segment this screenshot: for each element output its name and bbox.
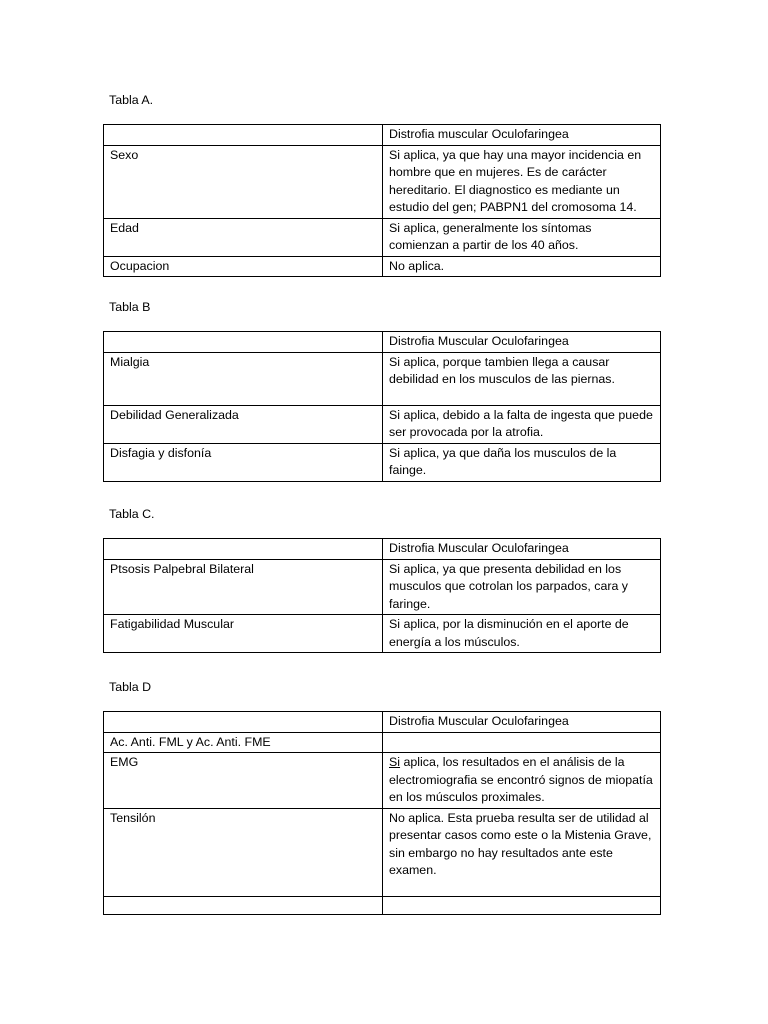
table-row [104,732,661,753]
row-value: Si aplica, por la disminución en el aporte de energía a los músculos. [383,615,661,653]
row-value: Si aplica, generalmente los síntomas comienzan a partir de los 40 años. [383,218,661,256]
row-label: Ptsosis Palpebral Bilateral [104,559,383,615]
table-row [104,256,661,277]
emphasized-word: Si [389,755,401,769]
table-row [104,443,661,481]
table-row [104,218,661,256]
table-row [104,753,661,809]
table-header-row [104,539,661,560]
table-c [103,538,661,653]
row-value: Si aplica, ya que presenta debilidad en los musculos que cotrolan los parpados, cara y faringe. [383,559,661,615]
table-b [103,331,661,482]
row-label: EMG [104,753,383,809]
table-header-row [104,125,661,146]
row-value: No aplica. Esta prueba resulta ser de utilidad al presentar casos como este o la Mistenia Grave, sin embargo no hay resultados ante este examen. [383,808,661,896]
table-d-caption: Tabla D [109,680,152,694]
table-a [103,124,661,277]
header-empty-cell [104,539,383,560]
row-label [104,896,383,914]
row-value: Si aplica, debido a la falta de ingesta que puede ser provocada por la atrofia. [383,405,661,443]
header-empty-cell [104,332,383,353]
row-label: Tensilón [104,808,383,896]
table-header-row [104,332,661,353]
header-empty-cell [104,125,383,146]
row-label: Debilidad Generalizada [104,405,383,443]
row-value-rest: aplica, los resultados en el análisis de la electromiografia se encontró signos de miopatía en los músculos proximales. [389,755,653,804]
table-a-caption: Tabla A. [109,93,154,107]
row-label: Mialgia [104,352,383,405]
table-row [104,352,661,405]
table-row [104,405,661,443]
header-cell: Distrofia muscular Oculofaringea [383,125,661,146]
table-c-caption: Tabla C. [109,507,155,521]
table-row [104,559,661,615]
table-header-row [104,712,661,733]
header-cell: Distrofia Muscular Oculofaringea [383,712,661,733]
row-value [383,732,661,753]
row-value: Si aplica, porque tambien llega a causar debilidad en los musculos de las piernas. [383,352,661,405]
table-d [103,711,661,915]
table-b-caption: Tabla B [109,300,151,314]
row-value [383,753,661,809]
header-empty-cell [104,712,383,733]
row-label: Edad [104,218,383,256]
row-value: No aplica. [383,256,661,277]
table-row [104,615,661,653]
table-row [104,145,661,218]
row-value: Si aplica, ya que daña los musculos de la fainge. [383,443,661,481]
header-cell: Distrofia Muscular Oculofaringea [383,332,661,353]
row-label: Disfagia y disfonía [104,443,383,481]
row-label: Sexo [104,145,383,218]
table-row [104,808,661,896]
row-label: Ocupacion [104,256,383,277]
header-cell: Distrofia Muscular Oculofaringea [383,539,661,560]
table-row [104,896,661,914]
row-value [383,896,661,914]
row-label: Fatigabilidad Muscular [104,615,383,653]
row-value: Si aplica, ya que hay una mayor incidencia en hombre que en mujeres. Es de carácter hereditario. El diagnostico es mediante un estudio del gen; PABPN1 del cromosoma 14. [383,145,661,218]
row-label: Ac. Anti. FML y Ac. Anti. FME [104,732,383,753]
